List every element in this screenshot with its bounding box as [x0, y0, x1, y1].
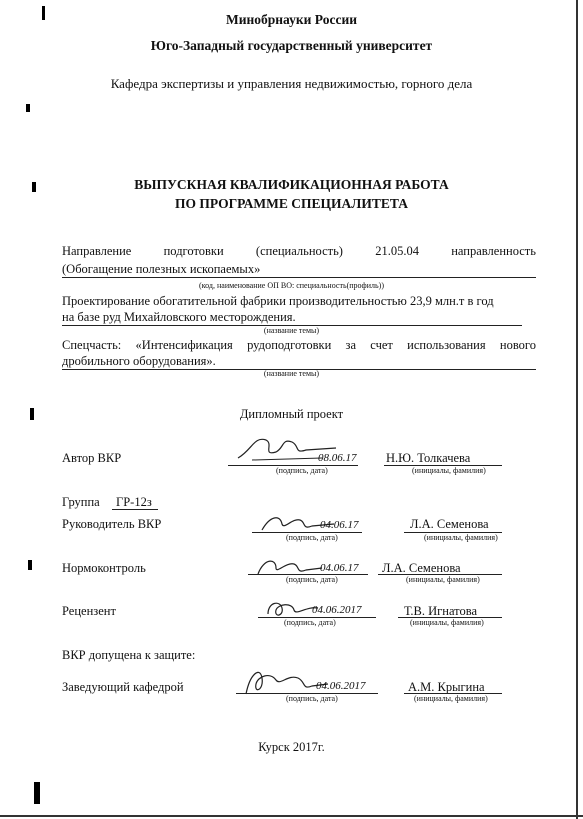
signatory-name: Н.Ю. Толкачева	[386, 451, 471, 465]
signatory-name: А.М. Крыгина	[408, 680, 485, 694]
special-part-caption: (название темы)	[263, 369, 320, 378]
direction-underline	[62, 277, 536, 278]
group-underline	[112, 509, 158, 510]
direction-word: (специальность)	[255, 244, 343, 258]
signature-caption: (подпись, дата)	[286, 694, 338, 703]
name-caption: (инициалы, фамилия)	[414, 694, 488, 703]
special-part-line1	[62, 338, 536, 353]
group-value: ГР-12з	[116, 495, 152, 509]
work-title-line2: ПО ПРОГРАММЕ СПЕЦИАЛИТЕТА	[175, 196, 408, 211]
signature-date: 08.06.17	[318, 452, 357, 464]
special-part-word: Спецчасть:	[62, 338, 122, 352]
work-title-line1: ВЫПУСКНАЯ КВАЛИФИКАЦИОННАЯ РАБОТА	[134, 177, 449, 192]
topic-line2: на базе руд Михайловского месторождения.	[62, 310, 296, 324]
name-caption: (инициалы, фамилия)	[412, 466, 486, 475]
direction-word: Направление	[62, 244, 132, 258]
signature-caption: (подпись, дата)	[276, 466, 328, 475]
scan-edge-left	[26, 104, 30, 112]
signature-role: Автор ВКР	[62, 451, 122, 465]
group-label: Группа	[62, 495, 100, 509]
department-name: Кафедра экспертизы и управления недвижимостью, горного дела	[110, 76, 473, 91]
signature-date: 04.06.17	[320, 519, 359, 531]
ministry-name: Минобрнауки России	[225, 12, 358, 27]
name-caption: (инициалы, фамилия)	[406, 575, 480, 584]
signature-date: 04.06.2017	[312, 604, 362, 616]
signature-role: Рецензент	[62, 604, 116, 618]
admission-statement: ВКР допущена к защите:	[62, 648, 196, 662]
direction-line2: (Обогащение полезных ископаемых»	[62, 262, 261, 276]
signature-caption: (подпись, дата)	[284, 618, 336, 627]
direction-word: направленность	[451, 244, 536, 258]
special-part-word: нового	[499, 338, 536, 352]
direction-caption: (код, наименование ОП ВО: специальность(профиль))	[199, 281, 384, 290]
name-caption: (инициалы, фамилия)	[410, 618, 484, 627]
direction-word: подготовки	[163, 244, 224, 258]
signature-role: Заведующий кафедрой	[62, 680, 184, 694]
signature-caption: (подпись, дата)	[286, 533, 338, 542]
special-part-word: за	[345, 338, 357, 352]
topic-line1: Проектирование обогатительной фабрики производительностью 23,9 млн.т в год	[62, 294, 494, 308]
name-caption: (инициалы, фамилия)	[424, 533, 498, 542]
special-part-word: использования	[407, 338, 486, 352]
university-name: Юго-Западный государственный университет	[150, 38, 433, 53]
signature-date: 04.06.17	[320, 562, 359, 574]
signatory-name: Л.А. Семенова	[410, 517, 489, 531]
scan-edge-left	[34, 782, 40, 804]
direction-code: 21.05.04	[375, 244, 419, 258]
signature-caption: (подпись, дата)	[286, 575, 338, 584]
signature-date: 04.06.2017	[316, 680, 366, 692]
direction-line1	[62, 244, 536, 259]
scan-edge-bottom	[0, 815, 583, 817]
special-part-word: счет	[370, 338, 393, 352]
signature-role: Руководитель ВКР	[62, 517, 162, 531]
project-type: Дипломный проект	[239, 407, 344, 421]
signature-role: Нормоконтроль	[62, 561, 146, 575]
signatory-name: Л.А. Семенова	[382, 561, 461, 575]
scan-edge-left	[28, 560, 32, 570]
special-part-word: «Интенсификация	[135, 338, 233, 352]
signatory-name: Т.В. Игнатова	[404, 604, 477, 618]
special-part-line2: дробильного оборудования».	[62, 354, 216, 368]
topic-caption: (название темы)	[263, 326, 320, 335]
special-part-word: рудоподготовки	[247, 338, 332, 352]
city-year: Курск 2017г.	[258, 740, 325, 754]
